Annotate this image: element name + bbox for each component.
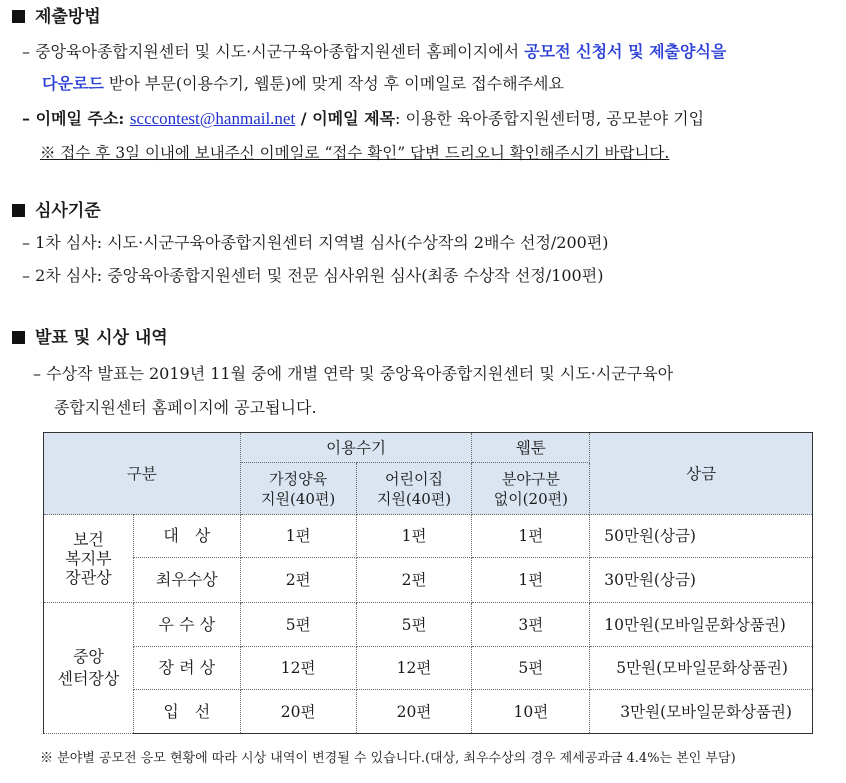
section-heading-awards: 발표 및 시상 내역 — [12, 327, 168, 349]
award-name: 대 상 — [133, 515, 240, 558]
daycare-count: 20편 — [356, 690, 472, 734]
footnote: ※ 분야별 공모전 응모 현황에 따라 시상 내역이 변경될 수 있습니다.(대상, 최우수상의 경우 제세공과금 4.4%는 본인 부담) — [40, 751, 736, 766]
award-name: 입 선 — [133, 690, 240, 734]
group-minister-award: 보건 복지부 장관상 — [44, 515, 134, 603]
section-heading-submission: 제출방법 — [12, 6, 101, 28]
criteria-line-1: – 1차 심사: 시도·시군구육아종합지원센터 지역별 심사(수상작의 2배수 선정/200편) — [22, 233, 609, 252]
daycare-count: 5편 — [356, 603, 472, 647]
submission-line-2: 다운로드 받아 부문(이용수기, 웹툰)에 맞게 작성 후 이메일로 접수해주세요 — [42, 74, 564, 93]
square-bullet-icon — [12, 204, 25, 217]
home-count: 20편 — [240, 690, 356, 734]
square-bullet-icon — [12, 331, 25, 344]
email-line: – 이메일 주소: scccontest@hanmail.net / 이메일 제목: 이용한 육아종합지원센터명, 공모분야 기입 — [22, 109, 705, 128]
header-usage-review: 이용수기 — [240, 433, 472, 463]
webtoon-count: 5편 — [472, 647, 590, 690]
daycare-count: 12편 — [356, 647, 472, 690]
header-daycare: 어린이집 지원(40편) — [356, 463, 472, 515]
submission-note: ※ 접수 후 3일 이내에 보내주신 이메일로 “접수 확인” 답변 드리오니 확인해주시기 바랍니다. — [40, 144, 670, 162]
group-center-director-award: 중앙 센터장상 — [44, 603, 134, 734]
prize-amount: 5만원(모바일문화상품권) — [590, 647, 813, 690]
home-count: 5편 — [240, 603, 356, 647]
download-highlight-2: 다운로드 — [42, 74, 104, 93]
header-category: 구분 — [44, 433, 241, 515]
header-prize: 상금 — [590, 433, 813, 515]
awards-line-2: 종합지원센터 홈페이지에 공고됩니다. — [54, 398, 317, 417]
home-count: 12편 — [240, 647, 356, 690]
webtoon-count: 1편 — [472, 558, 590, 603]
download-highlight-1: 공모전 신청서 및 제출양식을 — [524, 42, 727, 61]
submission-line-1: – 중앙육아종합지원센터 및 시도·시군구육아종합지원센터 홈페이지에서 공모전 신청서 및 제출양식을 — [22, 42, 727, 61]
home-count: 2편 — [240, 558, 356, 603]
awards-line-1: – 수상작 발표는 2019년 11월 중에 개별 연락 및 중앙육아종합지원센터 및 시도·시군구육아 — [33, 364, 674, 383]
prize-amount: 3만원(모바일문화상품권) — [590, 690, 813, 734]
award-name: 최우수상 — [133, 558, 240, 603]
prize-amount: 10만원(모바일문화상품권) — [590, 603, 813, 647]
award-table — [43, 432, 813, 734]
daycare-count: 2편 — [356, 558, 472, 603]
webtoon-count: 3편 — [472, 603, 590, 647]
email-link[interactable]: scccontest@hanmail.net — [129, 109, 296, 128]
webtoon-count: 10편 — [472, 690, 590, 734]
header-any-field: 분야구분 없이(20편) — [472, 463, 590, 515]
award-name: 장 려 상 — [133, 647, 240, 690]
header-webtoon: 웹툰 — [472, 433, 590, 463]
prize-amount: 30만원(상금) — [590, 558, 813, 603]
award-name: 우 수 상 — [133, 603, 240, 647]
daycare-count: 1편 — [356, 515, 472, 558]
home-count: 1편 — [240, 515, 356, 558]
prize-amount: 50만원(상금) — [590, 515, 813, 558]
square-bullet-icon — [12, 10, 25, 23]
webtoon-count: 1편 — [472, 515, 590, 558]
criteria-line-2: – 2차 심사: 중앙육아종합지원센터 및 전문 심사위원 심사(최종 수상작 선정/100편) — [22, 266, 604, 285]
section-heading-criteria: 심사기준 — [12, 200, 101, 222]
header-home-care: 가정양육 지원(40편) — [240, 463, 356, 515]
